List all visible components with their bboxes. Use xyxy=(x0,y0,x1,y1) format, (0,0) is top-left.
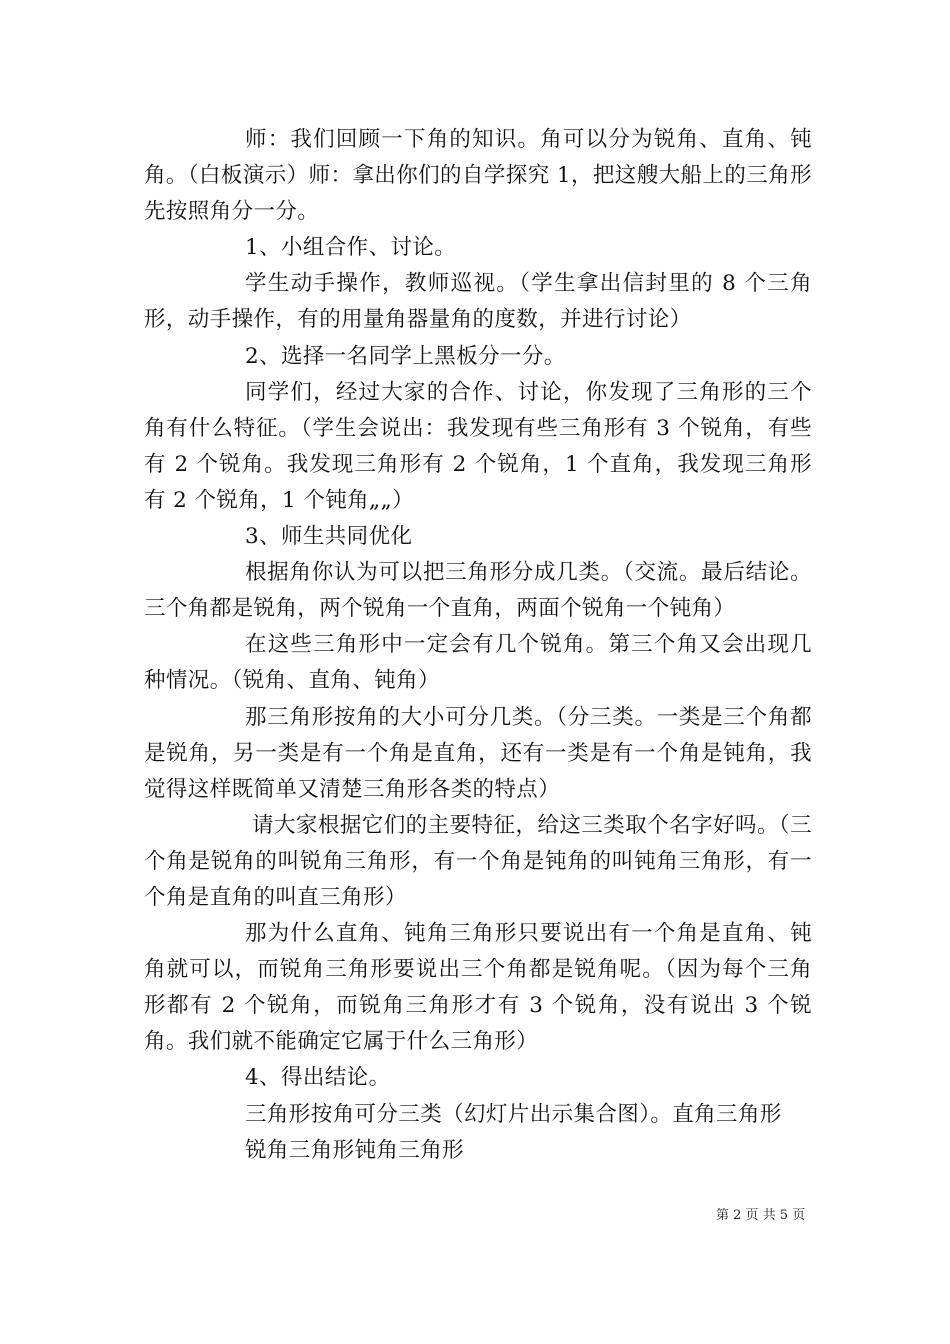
paragraph-step-1: 1、小组合作、讨论。 xyxy=(245,235,457,261)
paragraph-conclusion: 三角形按角可分三类（幻灯片出示集合图）。直角三角形 xyxy=(245,1101,782,1127)
paragraph-triangle-types: 锐角三角形钝角三角形 xyxy=(245,1137,465,1163)
paragraph-step-2: 2、选择一名同学上黑板分一分。 xyxy=(245,343,566,369)
paragraph-student-operation: 学生动手操作，教师巡视。（学生拿出信封里的 8 个三角形，动手操作，有的用量角器量角的度数，并进行讨论） xyxy=(144,271,812,333)
paragraph-classify-by-angle: 根据角你认为可以把三角形分成几类。（交流。最后结论。三个角都是锐角，两个锐角一个直角，两面个锐角一个钝角） xyxy=(144,560,812,622)
paragraph-naming: 请大家根据它们的主要特征，给这三类取个名字好吗。（三个角是锐角的叫锐角三角形，有一个角是钝角的叫钝角三角形，有一个角是直角的叫直三角形） xyxy=(144,812,812,910)
paragraph-step-3: 3、师生共同优化 xyxy=(245,524,413,550)
paragraph-why-question: 那为什么直角、钝角三角形只要说出有一个角是直角、钝角就可以，而锐角三角形要说出三个角都是锐角呢。（因为每个三角形都有 2 个锐角，而锐角三角形才有 3 个锐角，没有说出 3 个锐角。我们就不能确定它属于什么三角形） xyxy=(144,921,812,1055)
paragraph-angle-features: 同学们，经过大家的合作、讨论，你发现了三角形的三个角有什么特征。（学生会说出：我发现有些三角形有 3 个锐角，有些有 2 个锐角。我发现三角形有 2 个锐角，1 个直角，我发现三角形有 2 个锐角，1 个钝角„„） xyxy=(144,379,812,513)
paragraph-acute-count: 在这些三角形中一定会有几个锐角。第三个角又会出现几种情况。（锐角、直角、钝角） xyxy=(144,632,812,694)
page-number: 第 2 页 共 5 页 xyxy=(716,1208,806,1223)
body-text xyxy=(144,122,812,1169)
paragraph-step-4: 4、得出结论。 xyxy=(245,1065,391,1091)
paragraph-review-angles: 师：我们回顾一下角的知识。角可以分为锐角、直角、钝角。（白板演示）师：拿出你们的自学探究 1，把这艘大船上的三角形先按照角分一分。 xyxy=(144,127,812,225)
paragraph-three-classes: 那三角形按角的大小可分几类。（分三类。一类是三个角都是锐角，另一类是有一个角是直角，还有一类是有一个角是钝角，我觉得这样既简单又清楚三角形各类的特点） xyxy=(144,704,812,802)
